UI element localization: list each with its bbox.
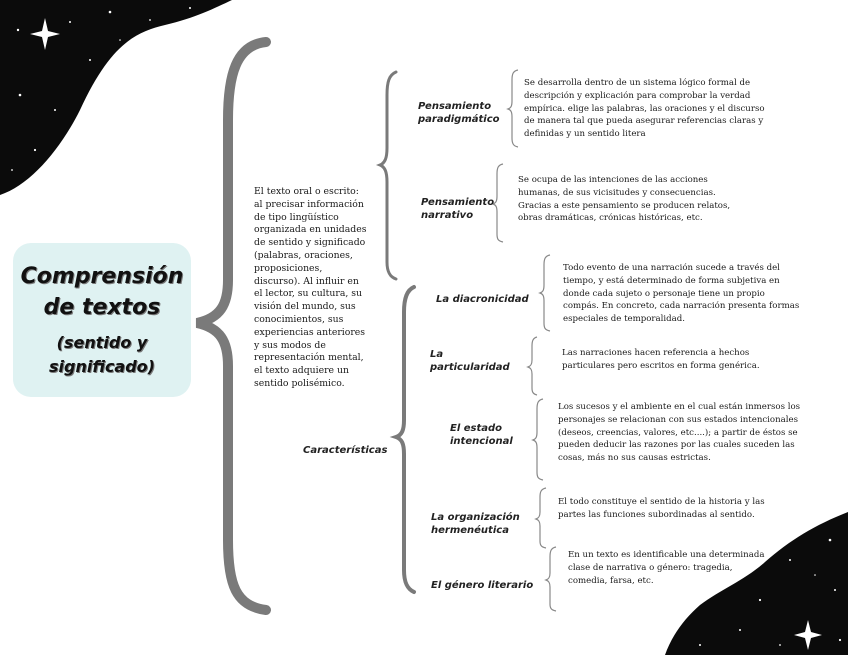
page-subtitle: (sentido y significado) — [49, 333, 155, 376]
label-estado-intencional: El estado intencional — [450, 423, 513, 447]
paradigmatico-brace — [508, 70, 518, 147]
label-pensamiento-narrativo: Pensamiento narrativo — [421, 197, 495, 221]
desc-particularidad: Las narraciones hacen referencia a hechos particulares pero escritos en forma genérica. — [562, 348, 760, 371]
label-organizacion-hermeneutica: La organización hermenéutica — [431, 512, 520, 536]
narrativo-brace — [493, 164, 503, 242]
label-particularidad: La particularidad — [430, 349, 510, 373]
pensamiento-brace — [380, 72, 396, 279]
desc-pensamiento-paradigmatico: Se desarrolla dentro de un sistema lógico formal de descripción y explicación para comprobar la verdad empírica. elige las palabras, las oraciones y el discurso de manera tal que pueda asegurar referencias claras y definidas y un sentido litera — [524, 78, 765, 140]
desc-organizacion-hermeneutica: El todo constituye el sentido de la historia y las partes las funciones subordinadas al sentido. — [558, 497, 765, 520]
desc-estado-intencional: Los sucesos y el ambiente en el cual están inmersos los personajes se relacionan con sus estados intencionales (deseos, creencias, valores, etc....); a partir de éstos se pueden deducir las razones por las cuales suceden las cosas, más no sus causas estrictas. — [558, 402, 801, 464]
label-diacronicidad: La diacronicidad — [436, 294, 529, 305]
page-title: Comprensión de textos — [20, 264, 184, 320]
label-pensamiento-paradigmatico: Pensamiento paradigmático — [418, 101, 500, 125]
desc-pensamiento-narrativo: Se ocupa de las intenciones de las acciones humanas, de sus vicisitudes y consecuencias. Gracias a este pensamiento se producen relatos, obras dramáticas, crónicas históricas, etc. — [518, 175, 731, 224]
intro-text: El texto oral o escrito: al precisar información de tipo lingüístico organizada en unidades de sentido y significado (palabras, oraciones, proposiciones, discurso). Al influir en el lector, su cultura, su visión del mundo, sus conocimientos, sus experiencias anteriores y sus modos de representación mental, el texto adquiere un sentido polisémico. — [254, 186, 367, 389]
label-genero-literario: El género literario — [431, 580, 534, 591]
hermeneutica-brace — [536, 488, 546, 548]
caracteristicas-brace — [396, 287, 414, 592]
desc-genero-literario: En un texto es identificable una determinada clase de narrativa o género: tragedia, comedia, farsa, etc. — [568, 550, 765, 586]
estado-intencional-brace — [533, 399, 543, 480]
particularidad-brace — [528, 337, 537, 395]
genero-literario-brace — [546, 547, 556, 611]
label-caracteristicas: Características — [303, 445, 388, 456]
desc-diacronicidad: Todo evento de una narración sucede a través del tiempo, y está determinado de forma subjetiva en donde cada sujeto o personaje tiene un propio compás. En concreto, cada narración presenta formas especiales de temporalidad. — [563, 263, 800, 325]
diacronicidad-brace — [540, 255, 550, 331]
